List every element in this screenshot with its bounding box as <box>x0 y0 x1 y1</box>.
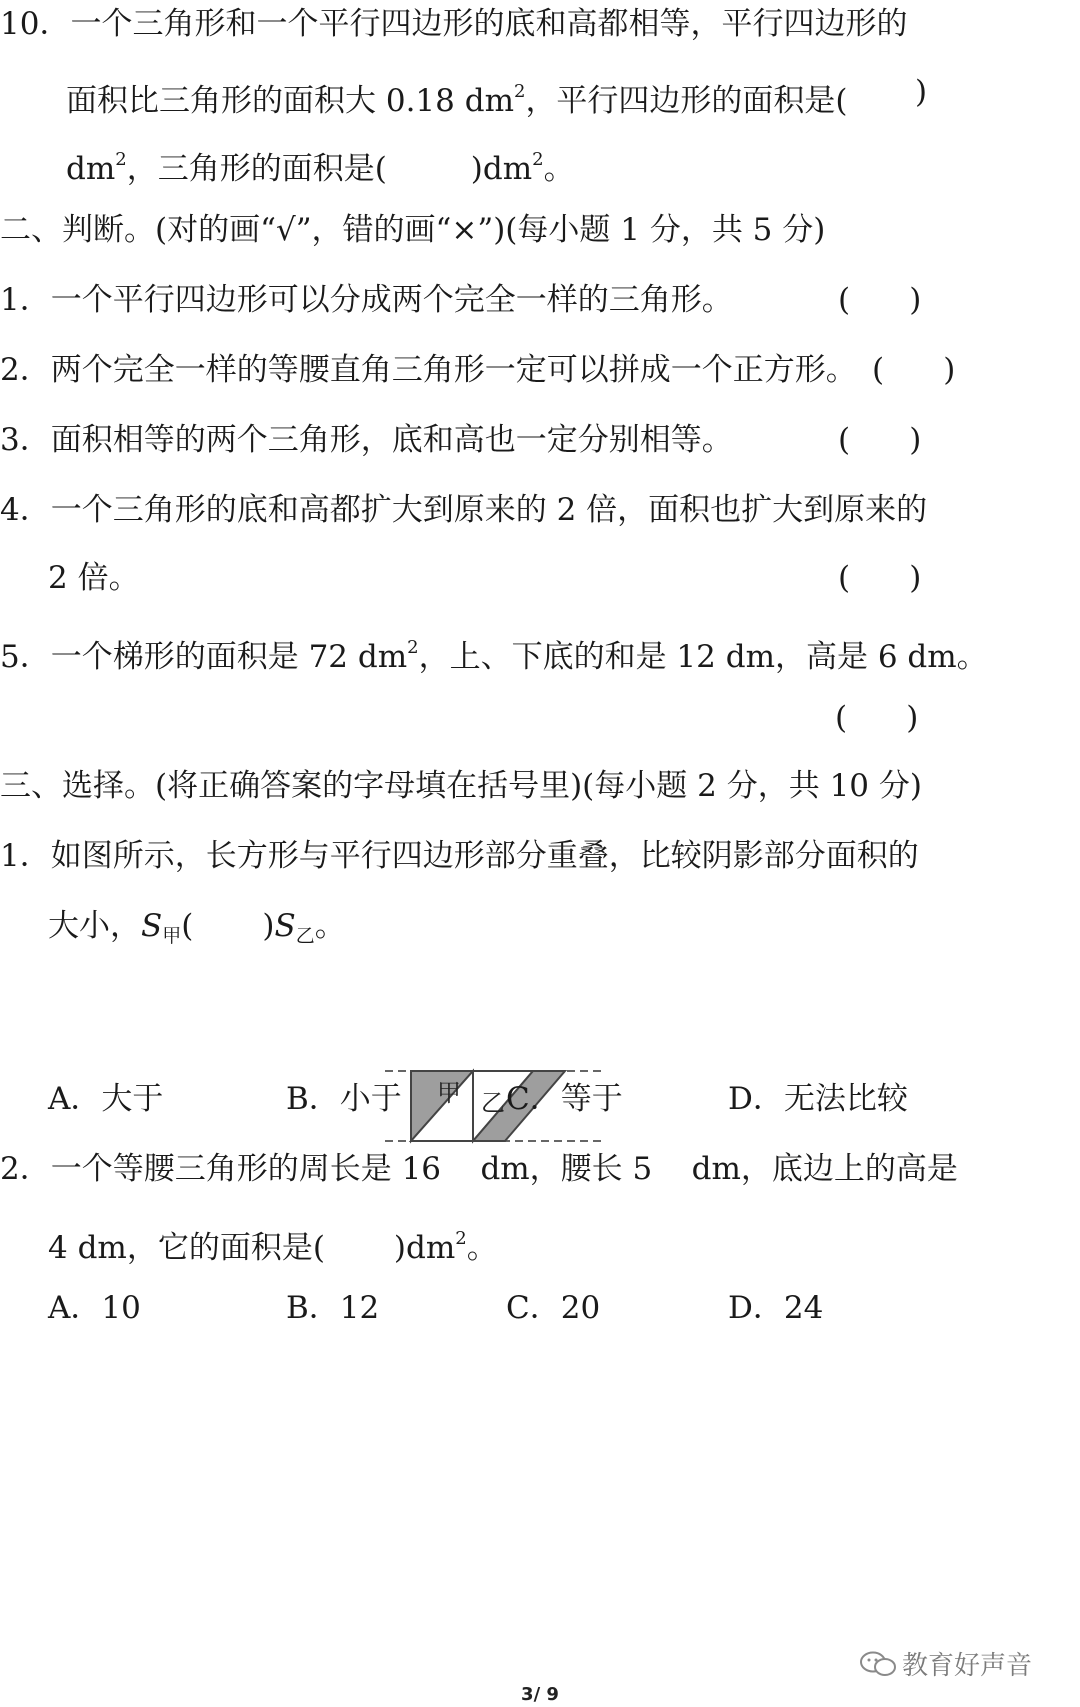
q10-line-3 <box>66 138 575 191</box>
judge-item-5 <box>0 626 988 679</box>
option-c[interactable]: C．20 <box>506 1290 601 1326</box>
judge-item-4-cont <box>48 556 140 600</box>
area-symbol: S <box>141 908 163 944</box>
subscript: 甲 <box>162 925 182 947</box>
option-b[interactable]: B．小于 <box>286 1081 402 1117</box>
option-d[interactable]: D．24 <box>728 1290 824 1326</box>
option-b[interactable]: B．12 <box>286 1290 380 1326</box>
superscript: 2 <box>513 81 526 102</box>
superscript: 2 <box>115 149 127 170</box>
answer-paren[interactable]: ( ) <box>838 560 922 596</box>
choice-q1-line-1 <box>0 834 919 878</box>
item-text: 3．面积相等的两个三角形，底和高也一定分别相等。 <box>0 422 733 458</box>
choice-q2-line-2 <box>48 1217 498 1270</box>
q10-line-2 <box>66 70 848 123</box>
q10-text: dm <box>66 151 116 187</box>
q10-text: ，三角形的面积是( <box>126 151 387 187</box>
choice-q1-line-2 <box>48 904 346 958</box>
item-text: 2．两个完全一样的等腰直角三角形一定可以拼成一个正方形。 <box>0 352 857 388</box>
option-d[interactable]: D．无法比较 <box>728 1081 908 1117</box>
answer-paren[interactable]: ( ) <box>835 700 919 736</box>
q10-text: 10．一个三角形和一个平行四边形的底和高都相等，平行四边形的 <box>0 6 908 42</box>
item-text: ，上、下底的和是 12 dm，高是 6 dm。 <box>418 639 988 675</box>
item-text: 1．一个平行四边形可以分成两个完全一样的三角形。 <box>0 282 733 318</box>
superscript: 2 <box>455 1228 467 1249</box>
section2-heading <box>0 208 825 252</box>
choice-q2-line-1 <box>0 1147 958 1191</box>
section3-heading <box>0 764 922 808</box>
q10-text: 。 <box>543 151 575 187</box>
superscript: 2 <box>532 149 544 170</box>
item-text: 4 dm，它的面积是( <box>48 1230 325 1266</box>
item-text: 1．如图所示，长方形与平行四边形部分重叠，比较阴影部分面积的 <box>0 838 919 874</box>
judge-item-1 <box>0 278 733 322</box>
judge-item-3 <box>0 418 733 462</box>
item-text: 2 倍。 <box>48 560 140 596</box>
subscript: 乙 <box>295 925 315 947</box>
watermark <box>860 1645 1032 1682</box>
item-text: 4．一个三角形的底和高都扩大到原来的 2 倍，面积也扩大到原来的 <box>0 492 928 528</box>
q10-answer-paren-close: ) <box>915 74 928 110</box>
answer-paren[interactable]: ( ) <box>838 282 922 318</box>
wechat-icon <box>860 1651 896 1677</box>
answer-paren[interactable]: )dm <box>324 1230 456 1266</box>
area-symbol: S <box>274 908 296 944</box>
label-jia: 甲 <box>437 1079 461 1107</box>
superscript: 2 <box>407 637 419 658</box>
item-text: 5．一个梯形的面积是 72 dm <box>0 639 408 675</box>
answer-paren[interactable]: ( ) <box>181 908 275 944</box>
heading-text: 二、判断。(对的画“√”，错的画“×”)(每小题 1 分，共 5 分) <box>0 212 826 248</box>
q10-text: 面积比三角形的面积大 0.18 dm <box>66 83 514 119</box>
item-text: 。 <box>314 908 346 944</box>
q10-line-1 <box>0 2 907 46</box>
option-c[interactable]: C．等于 <box>506 1081 623 1117</box>
page-number: 3/ 9 <box>521 1684 559 1705</box>
answer-paren[interactable]: ( ) <box>872 352 956 388</box>
heading-text: 三、选择。(将正确答案的字母填在括号里)(每小题 2 分，共 10 分) <box>0 768 922 804</box>
answer-paren[interactable]: ( ) <box>838 422 922 458</box>
label-yi: 乙 <box>481 1089 505 1117</box>
judge-item-4 <box>0 488 927 532</box>
item-text: 2．一个等腰三角形的周长是 16 dm，腰长 5 dm，底边上的高是 <box>0 1151 958 1187</box>
judge-item-2 <box>0 348 857 392</box>
q10-text: ，平行四边形的面积是( <box>525 83 848 119</box>
q10-text: )dm <box>470 151 533 187</box>
item-text: 。 <box>466 1230 498 1266</box>
watermark-text: 教育好声音 <box>902 1651 1033 1681</box>
option-a[interactable]: A．大于 <box>48 1081 164 1117</box>
option-a[interactable]: A．10 <box>48 1290 141 1326</box>
item-text: 大小， <box>48 908 141 944</box>
